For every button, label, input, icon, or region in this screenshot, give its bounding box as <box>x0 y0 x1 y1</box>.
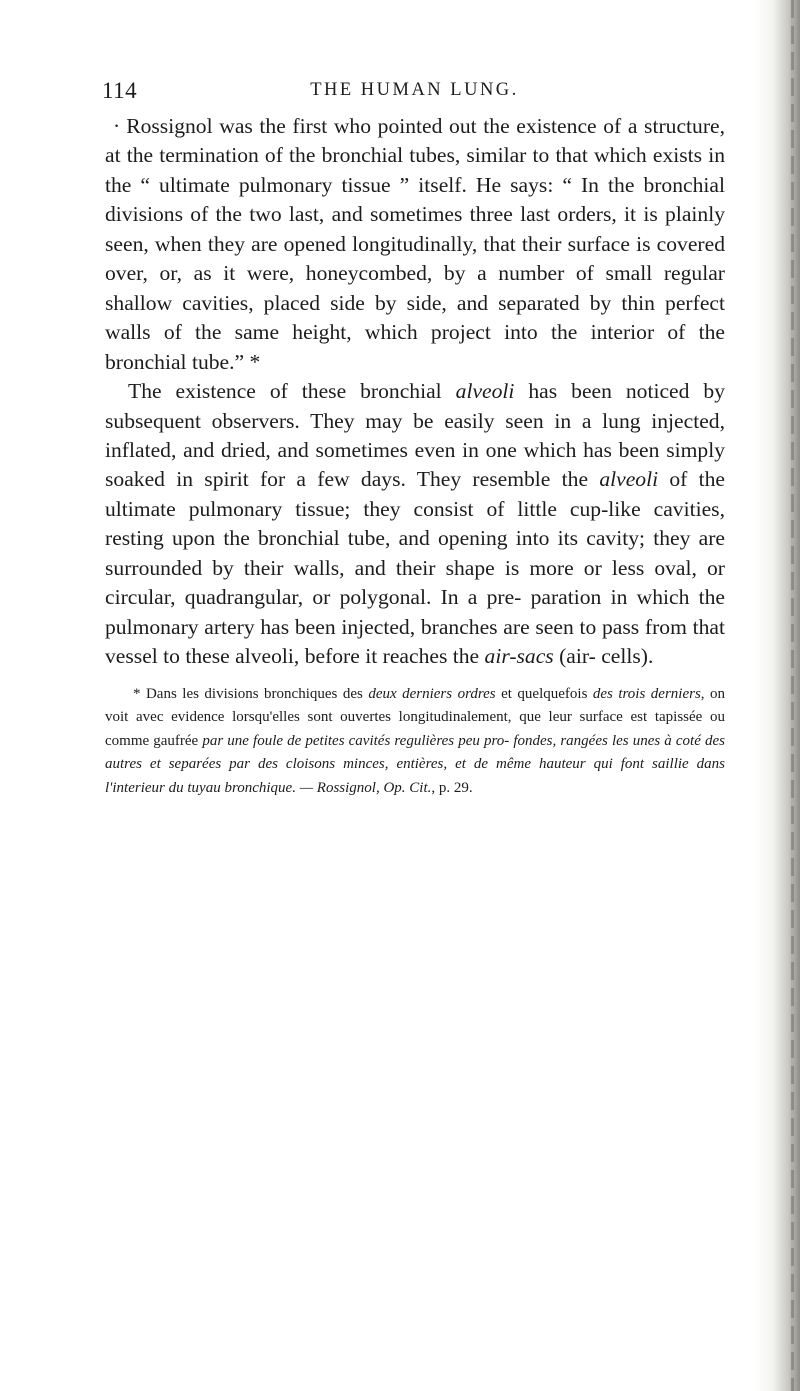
page-number: 114 <box>102 78 138 103</box>
paragraph-2-text-3: of the ultimate pulmonary tissue; they consist of little cup-like cavities, resting upon the bronchial tube, and opening into its cavity; they are surrounded by their walls, and their shape is more or less oval, or circular, quadrangular, or polygonal. In a pre- paration in which the pulmonary artery has been injected, branches are seen to pass from that vessel to these alveoli, before it reaches the <box>105 467 725 669</box>
paragraph-2-text-2: has been noticed by subsequent observers. They may be easily seen in a lung injected, inflated, and dried, and sometimes even in one which has been simply soaked in spirit for a few days. They resemble the <box>105 379 725 492</box>
paragraph-2-text-4: (air- cells). <box>553 644 654 669</box>
paragraph-1 <box>105 112 725 377</box>
paragraph-2 <box>105 377 725 672</box>
bullet-mark: · <box>113 114 121 138</box>
paragraph-2-text-1: The existence of these bronchial <box>128 379 456 404</box>
paragraph-1-text: Rossignol was the first who pointed out the existence of a structure, at the termination of the bronchial tubes, similar to that which exists in the “ ultimate pulmonary tissue ” itself. He says: “ In the bronchial divisions of the two last, and sometimes three last orders, it is plainly seen, when they are opened longitudinally, that their surface is covered over, or, as it were, honeycombed, by a number of small regular shallow cavities, placed side by side, and separated by thin perfect walls of the same height, which project into the interior of the bronchial tube.” * <box>105 114 725 374</box>
footnote <box>105 683 725 801</box>
footnote-text-4: , p. 29. <box>431 779 473 796</box>
running-title: THE HUMAN LUNG. <box>310 80 519 100</box>
footnote-italic-3: par une foule de petites cavités regulières peu pro- fondes, rangées les unes à coté des autres et separées par des cloisons minces, entières, et de même hauteur qui font saillie dans l'interieur du tuyau bronchique. — Rossignol, Op. Cit. <box>105 732 725 796</box>
page-edge-shadow <box>754 0 800 1391</box>
footnote-text-1: * Dans les divisions bronchiques des <box>133 685 369 702</box>
footnote-text-2: et quelquefois <box>495 685 593 702</box>
running-header <box>102 78 727 108</box>
paragraph-2-italic-2: alveoli <box>599 467 659 492</box>
footnote-italic-1: deux derniers ordres <box>368 685 496 702</box>
footnote-italic-2: des trois derniers <box>592 685 701 702</box>
paragraph-2-italic-3: air-sacs <box>484 644 554 669</box>
footnote-text-3: , on voit avec evidence lorsqu'elles sont ouvertes longitudinalement, que leur surface est tapissée ou comme gaufrée <box>105 685 726 749</box>
body-text <box>105 112 725 801</box>
paragraph-2-italic-1: alveoli <box>455 379 515 404</box>
